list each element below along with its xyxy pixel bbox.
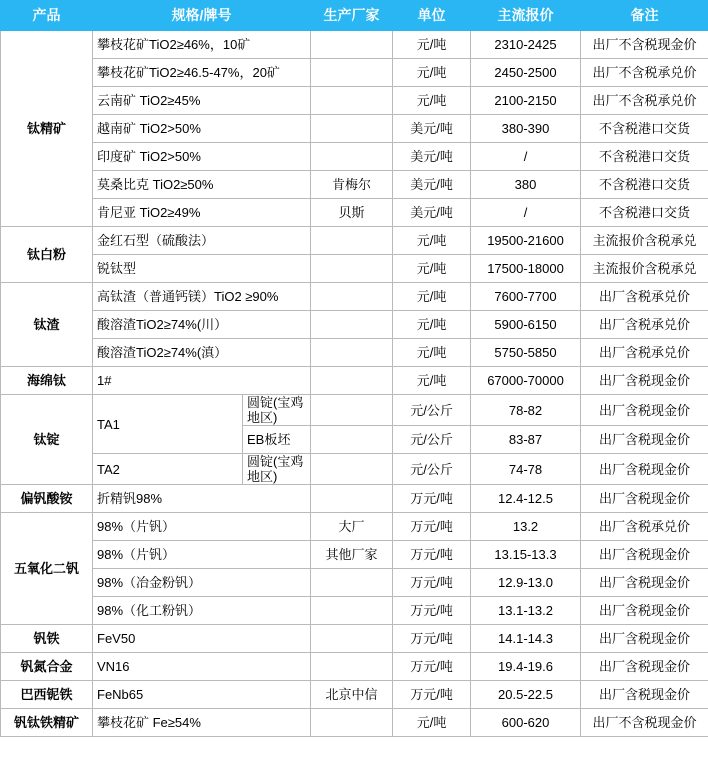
cell-unit: 美元/吨 [393, 115, 471, 143]
cell-spec: 折精钒98% [93, 485, 311, 513]
cell-unit: 元/吨 [393, 311, 471, 339]
table-row [1, 485, 708, 513]
table-row [1, 709, 708, 737]
cell-product: 钒铁 [1, 625, 93, 653]
cell-price: 5900-6150 [471, 311, 581, 339]
cell-spec: 印度矿 TiO2>50% [93, 143, 311, 171]
cell-manufacturer [311, 426, 393, 454]
cell-unit: 万元/吨 [393, 541, 471, 569]
cell-price: 380 [471, 171, 581, 199]
cell-remark: 出厂含税现金价 [581, 426, 708, 454]
cell-unit: 万元/吨 [393, 653, 471, 681]
column-header-price: 主流报价 [471, 1, 581, 31]
table-header [1, 1, 708, 31]
cell-price: 78-82 [471, 395, 581, 426]
cell-manufacturer [311, 339, 393, 367]
cell-unit: 美元/吨 [393, 199, 471, 227]
cell-spec: TA1 [93, 395, 243, 454]
cell-remark: 出厂含税现金价 [581, 541, 708, 569]
cell-product: 钛白粉 [1, 227, 93, 283]
cell-unit: 万元/吨 [393, 681, 471, 709]
cell-remark: 出厂不含税现金价 [581, 709, 708, 737]
cell-price: 19.4-19.6 [471, 653, 581, 681]
cell-unit: 元/吨 [393, 255, 471, 283]
cell-manufacturer [311, 395, 393, 426]
cell-remark: 出厂不含税承兑价 [581, 87, 708, 115]
cell-price: 2310-2425 [471, 31, 581, 59]
cell-manufacturer [311, 255, 393, 283]
cell-product: 巴西铌铁 [1, 681, 93, 709]
cell-price: 12.9-13.0 [471, 569, 581, 597]
cell-price: 12.4-12.5 [471, 485, 581, 513]
cell-remark: 不含税港口交货 [581, 171, 708, 199]
cell-manufacturer [311, 115, 393, 143]
table-row [1, 541, 708, 569]
cell-price: 74-78 [471, 454, 581, 485]
cell-spec: VN16 [93, 653, 311, 681]
cell-manufacturer: 大厂 [311, 513, 393, 541]
cell-product: 偏钒酸铵 [1, 485, 93, 513]
cell-manufacturer: 肯梅尔 [311, 171, 393, 199]
table-row [1, 115, 708, 143]
cell-spec: 越南矿 TiO2>50% [93, 115, 311, 143]
cell-unit: 美元/吨 [393, 171, 471, 199]
cell-spec: FeV50 [93, 625, 311, 653]
cell-unit: 元/吨 [393, 283, 471, 311]
column-header-product: 产品 [1, 1, 93, 31]
cell-manufacturer [311, 283, 393, 311]
cell-unit: 元/吨 [393, 227, 471, 255]
cell-manufacturer [311, 227, 393, 255]
table-row [1, 199, 708, 227]
cell-spec: 酸溶渣TiO2≥74%(滇） [93, 339, 311, 367]
cell-unit: 元/公斤 [393, 395, 471, 426]
table-row [1, 227, 708, 255]
cell-unit: 万元/吨 [393, 569, 471, 597]
cell-manufacturer [311, 485, 393, 513]
cell-price: 19500-21600 [471, 227, 581, 255]
cell-manufacturer [311, 454, 393, 485]
cell-manufacturer [311, 31, 393, 59]
cell-spec: 攀枝花矿TiO2≥46.5-47%，20矿 [93, 59, 311, 87]
cell-remark: 出厂含税现金价 [581, 485, 708, 513]
cell-spec-detail: 圆锭(宝鸡地区) [243, 454, 311, 485]
cell-product: 钛精矿 [1, 31, 93, 227]
cell-spec: 98%（化工粉钒） [93, 597, 311, 625]
cell-remark: 主流报价含税承兑 [581, 255, 708, 283]
cell-remark: 出厂含税承兑价 [581, 311, 708, 339]
cell-manufacturer [311, 597, 393, 625]
cell-remark: 不含税港口交货 [581, 199, 708, 227]
cell-remark: 出厂含税承兑价 [581, 339, 708, 367]
table-row [1, 283, 708, 311]
cell-price: 13.2 [471, 513, 581, 541]
cell-remark: 出厂含税现金价 [581, 625, 708, 653]
cell-manufacturer [311, 59, 393, 87]
cell-manufacturer [311, 625, 393, 653]
cell-unit: 元/吨 [393, 31, 471, 59]
table-row [1, 31, 708, 59]
cell-remark: 出厂含税承兑价 [581, 283, 708, 311]
table-row [1, 653, 708, 681]
cell-price: 13.1-13.2 [471, 597, 581, 625]
cell-remark: 出厂含税承兑价 [581, 513, 708, 541]
table-header-row [1, 1, 708, 31]
table-body [1, 31, 708, 737]
table-row [1, 255, 708, 283]
cell-spec: 攀枝花矿 Fe≥54% [93, 709, 311, 737]
cell-remark: 主流报价含税承兑 [581, 227, 708, 255]
cell-manufacturer: 贝斯 [311, 199, 393, 227]
cell-remark: 出厂含税现金价 [581, 367, 708, 395]
cell-manufacturer [311, 87, 393, 115]
table-row [1, 454, 708, 485]
cell-spec-detail: 圆锭(宝鸡地区) [243, 395, 311, 426]
cell-price: 67000-70000 [471, 367, 581, 395]
table-row [1, 367, 708, 395]
cell-product: 钒氮合金 [1, 653, 93, 681]
cell-unit: 万元/吨 [393, 597, 471, 625]
table-row [1, 339, 708, 367]
cell-remark: 不含税港口交货 [581, 143, 708, 171]
cell-spec: 肯尼亚 TiO2≥49% [93, 199, 311, 227]
cell-manufacturer: 北京中信 [311, 681, 393, 709]
cell-remark: 出厂不含税承兑价 [581, 59, 708, 87]
cell-spec: 金红石型（硫酸法） [93, 227, 311, 255]
cell-price: 20.5-22.5 [471, 681, 581, 709]
cell-product: 钒钛铁精矿 [1, 709, 93, 737]
table-row [1, 681, 708, 709]
cell-remark: 出厂含税现金价 [581, 597, 708, 625]
column-header-spec: 规格/牌号 [93, 1, 311, 31]
cell-spec: 高钛渣（普通钙镁）TiO2 ≥90% [93, 283, 311, 311]
cell-unit: 万元/吨 [393, 513, 471, 541]
table-row [1, 59, 708, 87]
cell-spec: 酸溶渣TiO2≥74%(川） [93, 311, 311, 339]
cell-spec: 98%（片钒） [93, 513, 311, 541]
cell-price: 600-620 [471, 709, 581, 737]
table-row [1, 311, 708, 339]
cell-price: 13.15-13.3 [471, 541, 581, 569]
cell-unit: 元/公斤 [393, 454, 471, 485]
cell-remark: 出厂含税现金价 [581, 395, 708, 426]
cell-price: 7600-7700 [471, 283, 581, 311]
cell-unit: 元/公斤 [393, 426, 471, 454]
cell-spec: 98%（冶金粉钒） [93, 569, 311, 597]
cell-remark: 出厂含税现金价 [581, 653, 708, 681]
cell-price: 17500-18000 [471, 255, 581, 283]
cell-unit: 元/吨 [393, 367, 471, 395]
cell-price: 380-390 [471, 115, 581, 143]
cell-spec: 1# [93, 367, 311, 395]
cell-manufacturer [311, 569, 393, 597]
cell-spec: 锐钛型 [93, 255, 311, 283]
cell-spec: 攀枝花矿TiO2≥46%，10矿 [93, 31, 311, 59]
table-row [1, 597, 708, 625]
cell-remark: 出厂含税现金价 [581, 454, 708, 485]
cell-manufacturer [311, 143, 393, 171]
cell-price: / [471, 143, 581, 171]
cell-product: 五氧化二钒 [1, 513, 93, 625]
cell-remark: 出厂含税现金价 [581, 569, 708, 597]
cell-price: 14.1-14.3 [471, 625, 581, 653]
cell-manufacturer [311, 709, 393, 737]
cell-unit: 元/吨 [393, 87, 471, 115]
cell-remark: 不含税港口交货 [581, 115, 708, 143]
table-row [1, 395, 708, 426]
cell-price: 83-87 [471, 426, 581, 454]
table-row [1, 569, 708, 597]
table-row [1, 625, 708, 653]
cell-manufacturer [311, 311, 393, 339]
table-row [1, 513, 708, 541]
cell-price: 2100-2150 [471, 87, 581, 115]
cell-unit: 美元/吨 [393, 143, 471, 171]
cell-spec: 云南矿 TiO2≥45% [93, 87, 311, 115]
table-row [1, 171, 708, 199]
cell-remark: 出厂含税现金价 [581, 681, 708, 709]
cell-unit: 元/吨 [393, 339, 471, 367]
column-header-unit: 单位 [393, 1, 471, 31]
cell-price: 2450-2500 [471, 59, 581, 87]
cell-product: 钛渣 [1, 283, 93, 367]
cell-product: 海绵钛 [1, 367, 93, 395]
table-row [1, 87, 708, 115]
column-header-remark: 备注 [581, 1, 708, 31]
cell-spec: 98%（片钒） [93, 541, 311, 569]
column-header-manufacturer: 生产厂家 [311, 1, 393, 31]
cell-price: 5750-5850 [471, 339, 581, 367]
cell-spec: FeNb65 [93, 681, 311, 709]
cell-unit: 万元/吨 [393, 485, 471, 513]
cell-unit: 元/吨 [393, 59, 471, 87]
cell-manufacturer [311, 653, 393, 681]
cell-remark: 出厂不含税现金价 [581, 31, 708, 59]
cell-price: / [471, 199, 581, 227]
cell-manufacturer [311, 367, 393, 395]
cell-unit: 万元/吨 [393, 625, 471, 653]
cell-product: 钛锭 [1, 395, 93, 485]
table-row [1, 143, 708, 171]
cell-spec: TA2 [93, 454, 243, 485]
cell-unit: 元/吨 [393, 709, 471, 737]
cell-spec: 莫桑比克 TiO2≥50% [93, 171, 311, 199]
cell-spec-detail: EB板坯 [243, 426, 311, 454]
cell-manufacturer: 其他厂家 [311, 541, 393, 569]
